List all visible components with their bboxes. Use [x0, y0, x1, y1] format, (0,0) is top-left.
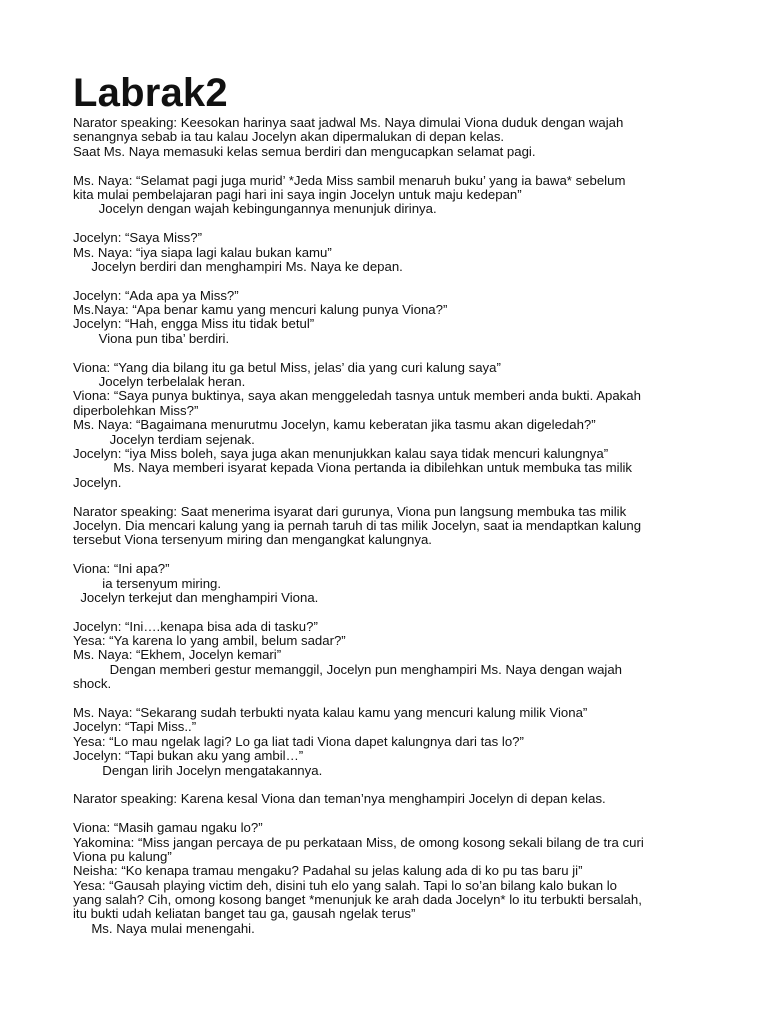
paragraph-gap	[73, 778, 693, 792]
text-line: Jocelyn terkejut dan menghampiri Viona.	[73, 589, 319, 605]
paragraph	[73, 821, 693, 936]
document-page	[73, 72, 693, 936]
text-line: Yesa: “Ya karena lo yang ambil, belum sadar?”	[73, 633, 346, 649]
text-line: Ms. Naya: “Ekhem, Jocelyn kemari”	[73, 647, 282, 663]
text-line: itu bukti udah keliatan banget tau ga, gausah ngelak terus”	[73, 906, 416, 922]
text-line: Viona: “Yang dia bilang itu ga betul Miss, jelas’ dia yang curi kalung saya”	[73, 359, 501, 375]
text-line: senangnya sebab ia tau kalau Jocelyn akan dipermalukan di depan kelas.	[73, 129, 505, 145]
text-line: Jocelyn: “Tapi Miss..”	[73, 719, 197, 735]
paragraph-gap	[73, 692, 693, 706]
text-line: Ms. Naya: “iya siapa lagi kalau bukan kamu”	[73, 244, 332, 260]
text-line: tersebut Viona tersenyum miring dan mengangkat kalungnya.	[73, 532, 432, 548]
paragraph	[73, 116, 693, 159]
text-line: kita mulai pembelajaran pagi hari ini saya ingin Jocelyn untuk maju kedepan”	[73, 186, 522, 202]
text-line: Dengan memberi gestur memanggil, Jocelyn pun menghampiri Ms. Naya dengan wajah	[73, 661, 623, 677]
text-line: Jocelyn: “Ini….kenapa bisa ada di tasku?”	[73, 618, 318, 634]
text-line: Jocelyn: “Saya Miss?”	[73, 230, 202, 246]
text-line: Jocelyn.	[73, 474, 122, 490]
text-line: Viona pun tiba’ berdiri.	[73, 330, 230, 346]
text-line: Viona: “Saya punya buktinya, saya akan menggeledah tasnya untuk memberi anda bukti. Apakah	[73, 388, 641, 404]
text-line: Ms. Naya: “Selamat pagi juga murid’ *Jeda Miss sambil menaruh buku’ yang ia bawa* sebelum	[73, 172, 626, 188]
paragraph-gap	[73, 274, 693, 288]
text-line: yang salah? Cih, omong kosong banget *menunjuk ke arah dada Jocelyn* lo itu terbukti bersalah,	[73, 892, 642, 908]
text-line: Ms. Naya memberi isyarat kepada Viona pertanda ia dibilehkan untuk membuka tas milik	[73, 460, 633, 476]
paragraph-gap	[73, 807, 693, 821]
document-body	[73, 116, 693, 936]
text-line: Ms.Naya: “Apa benar kamu yang mencuri kalung punya Viona?”	[73, 302, 448, 318]
paragraph-gap	[73, 159, 693, 173]
text-line: Jocelyn: “iya Miss boleh, saya juga akan menunjukkan kalau saya tidak mencuri kalungnya”	[73, 445, 609, 461]
text-line: Saat Ms. Naya memasuki kelas semua berdiri dan mengucapkan selamat pagi.	[73, 143, 536, 159]
text-line: Yesa: “Gausah playing victim deh, disini tuh elo yang salah. Tapi lo so’an bilang kalo bukan lo	[73, 877, 617, 893]
text-line: Neisha: “Ko kenapa tramau mengaku? Padahal su jelas kalung ada di ko pu tas baru ji”	[73, 863, 583, 879]
paragraph	[73, 231, 693, 274]
text-line: Jocelyn dengan wajah kebingungannya menunjuk dirinya.	[73, 201, 437, 217]
paragraph-gap	[73, 605, 693, 619]
paragraph-gap	[73, 490, 693, 504]
text-line: Ms. Naya mulai menengahi.	[73, 920, 255, 936]
text-line: Viona pu kalung”	[73, 848, 172, 864]
paragraph-gap	[73, 217, 693, 231]
text-line: Jocelyn: “Ada apa ya Miss?”	[73, 287, 239, 303]
text-line: Narator speaking: Karena kesal Viona dan teman’nya menghampiri Jocelyn di depan kelas.	[73, 791, 606, 807]
text-line: Ms. Naya: “Bagaimana menurutmu Jocelyn, kamu keberatan jika tasmu akan digeledah?”	[73, 417, 596, 433]
text-line: Jocelyn: “Hah, engga Miss itu tidak betul”	[73, 316, 315, 332]
text-line: Yakomina: “Miss jangan percaya de pu perkataan Miss, de omong kosong sekali bilang de tra curi	[73, 834, 644, 850]
text-line: Viona: “Masih gamau ngaku lo?”	[73, 820, 263, 836]
paragraph-gap	[73, 548, 693, 562]
text-line: Ms. Naya: “Sekarang sudah terbukti nyata kalau kamu yang mencuri kalung milik Viona”	[73, 705, 588, 721]
text-line: Narator speaking: Keesokan harinya saat jadwal Ms. Naya dimulai Viona duduk dengan wajah	[73, 115, 624, 130]
paragraph-gap	[73, 346, 693, 360]
paragraph	[73, 361, 693, 491]
paragraph	[73, 174, 693, 217]
text-line: diperbolehkan Miss?”	[73, 402, 199, 418]
text-line: shock.	[73, 676, 112, 692]
text-line: Narator speaking: Saat menerima isyarat dari gurunya, Viona pun langsung membuka tas milik	[73, 503, 627, 519]
paragraph	[73, 706, 693, 778]
text-line: Dengan lirih Jocelyn mengatakannya.	[73, 762, 323, 778]
text-line: Jocelyn terbelalak heran.	[73, 374, 246, 390]
paragraph	[73, 505, 693, 548]
paragraph	[73, 289, 693, 347]
text-line: Jocelyn: “Tapi bukan aku yang ambil…”	[73, 748, 304, 764]
text-line: Jocelyn. Dia mencari kalung yang ia pernah taruh di tas milik Jocelyn, saat ia mendaptkan kalung	[73, 517, 642, 533]
paragraph	[73, 792, 693, 806]
text-line: Jocelyn berdiri dan menghampiri Ms. Naya ke depan.	[73, 258, 403, 274]
text-line: Yesa: “Lo mau ngelak lagi? Lo ga liat tadi Viona dapet kalungnya dari tas lo?”	[73, 733, 524, 749]
text-line: ia tersenyum miring.	[73, 575, 222, 591]
paragraph	[73, 562, 693, 605]
text-line: Viona: “Ini apa?”	[73, 561, 170, 577]
document-title: Labrak2	[73, 71, 228, 115]
text-line: Jocelyn terdiam sejenak.	[73, 431, 255, 447]
paragraph	[73, 620, 693, 692]
